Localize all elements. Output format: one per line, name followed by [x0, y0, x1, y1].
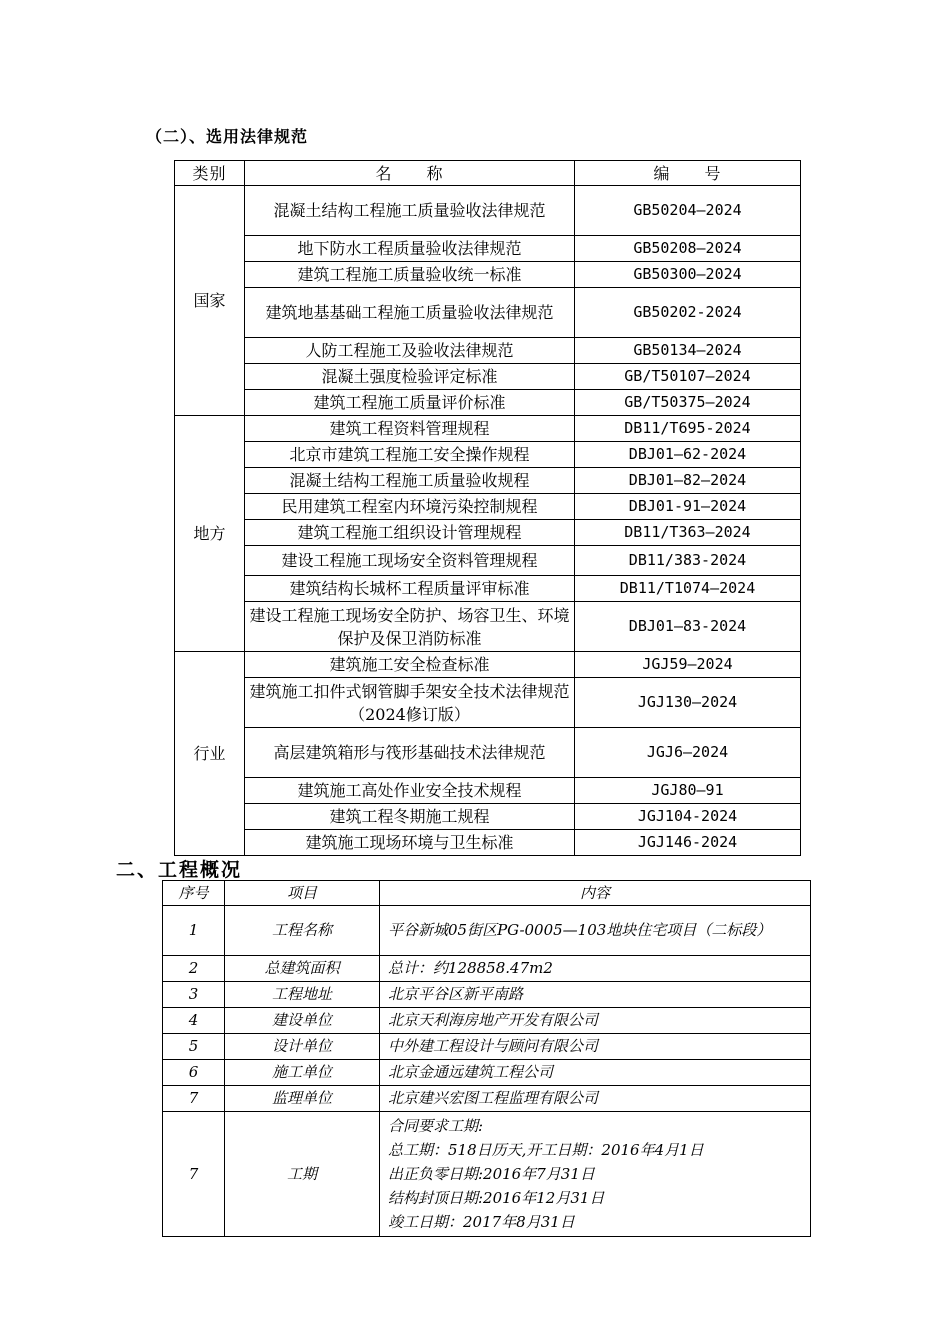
standard-name: 混凝土结构工程施工质量验收规程	[245, 468, 575, 494]
row-no: 1	[163, 906, 225, 956]
table-row	[175, 830, 801, 856]
header-name: 名 称	[245, 161, 575, 186]
standard-code: JGJ130—2024	[575, 678, 801, 728]
standard-code: JGJ104-2024	[575, 804, 801, 830]
table-row	[175, 520, 801, 546]
table-row	[163, 1060, 811, 1086]
period-line: 竣工日期：2017年8月31日	[388, 1213, 575, 1231]
category-cell: 国家	[175, 186, 245, 416]
period-line: 合同要求工期:	[388, 1117, 484, 1135]
table-row	[175, 468, 801, 494]
standard-code: DB11/383-2024	[575, 546, 801, 576]
standard-name: 建筑施工高处作业安全技术规程	[245, 778, 575, 804]
table-row	[175, 576, 801, 602]
table-row	[175, 262, 801, 288]
standard-code: GB50134—2024	[575, 338, 801, 364]
table-row	[175, 678, 801, 728]
table-row	[175, 416, 801, 442]
row-no: 6	[163, 1060, 225, 1086]
header-item: 项目	[225, 881, 380, 906]
row-no: 2	[163, 956, 225, 982]
table-row	[175, 288, 801, 338]
standard-code: DBJ01—82—2024	[575, 468, 801, 494]
row-no: 4	[163, 1008, 225, 1034]
standard-code: GB/T50375—2024	[575, 390, 801, 416]
table-row	[175, 728, 801, 778]
row-no: 7	[163, 1112, 225, 1237]
table-row	[175, 804, 801, 830]
standard-code: GB50300—2024	[575, 262, 801, 288]
row-content: 北京建兴宏图工程监理有限公司	[380, 1086, 811, 1112]
standard-code: DB11/T363—2024	[575, 520, 801, 546]
standard-name: 高层建筑箱形与筏形基础技术法律规范	[245, 728, 575, 778]
table-row	[175, 186, 801, 236]
table-row	[163, 1034, 811, 1060]
standard-name: 建筑施工现场环境与卫生标准	[245, 830, 575, 856]
standard-code: DBJ01-91—2024	[575, 494, 801, 520]
table-row	[175, 390, 801, 416]
row-content: 北京天利海房地产开发有限公司	[380, 1008, 811, 1034]
overview-header-row	[163, 881, 811, 906]
row-item: 工程名称	[225, 906, 380, 956]
row-item: 工程地址	[225, 982, 380, 1008]
row-no: 7	[163, 1086, 225, 1112]
table-row	[175, 236, 801, 262]
table-row	[163, 1112, 811, 1237]
standard-code: JGJ146-2024	[575, 830, 801, 856]
standard-name: 建筑结构长城杯工程质量评审标准	[245, 576, 575, 602]
header-content: 内容	[380, 881, 811, 906]
standard-code: JGJ6—2024	[575, 728, 801, 778]
standard-code: DB11/T695-2024	[575, 416, 801, 442]
header-category: 类别	[175, 161, 245, 186]
standard-code: DB11/T1074—2024	[575, 576, 801, 602]
row-no: 3	[163, 982, 225, 1008]
section-title-standards: （二）、选用法律规范	[146, 127, 309, 146]
period-line: 总工期：518日历天,开工日期：2016年4月1日	[388, 1141, 704, 1159]
standards-header-row	[175, 161, 801, 186]
row-content: 北京平谷区新平南路	[380, 982, 811, 1008]
row-no: 5	[163, 1034, 225, 1060]
standard-name: 建筑地基基础工程施工质量验收法律规范	[245, 288, 575, 338]
standard-name: 建筑工程资料管理规程	[245, 416, 575, 442]
table-row	[175, 546, 801, 576]
header-no: 序号	[163, 881, 225, 906]
row-content: 北京金通远建筑工程公司	[380, 1060, 811, 1086]
table-row	[175, 652, 801, 678]
section-title-overview: 二、工程概况	[116, 859, 243, 881]
row-content: 总计：约128858.47m2	[380, 956, 811, 982]
standard-name: 建筑施工扣件式钢管脚手架安全技术法律规范（2024修订版）	[245, 678, 575, 728]
standard-name: 民用建筑工程室内环境污染控制规程	[245, 494, 575, 520]
project-overview-table	[162, 880, 811, 1237]
table-row	[175, 442, 801, 468]
standard-code: JGJ80—91	[575, 778, 801, 804]
standard-code: DBJ01—62-2024	[575, 442, 801, 468]
table-row	[163, 956, 811, 982]
row-item: 施工单位	[225, 1060, 380, 1086]
standard-name: 建筑工程冬期施工规程	[245, 804, 575, 830]
category-cell: 行业	[175, 652, 245, 856]
period-line: 结构封顶日期:2016年12月31日	[388, 1189, 605, 1207]
standard-name: 人防工程施工及验收法律规范	[245, 338, 575, 364]
row-item: 设计单位	[225, 1034, 380, 1060]
header-code: 编 号	[575, 161, 801, 186]
period-line: 出正负零日期:2016年7月31日	[388, 1165, 595, 1183]
standard-code: GB50204—2024	[575, 186, 801, 236]
category-cell: 地方	[175, 416, 245, 652]
standard-name: 建设工程施工现场安全防护、场容卫生、环境保护及保卫消防标准	[245, 602, 575, 652]
row-item: 总建筑面积	[225, 956, 380, 982]
table-row	[175, 364, 801, 390]
standard-code: GB/T50107—2024	[575, 364, 801, 390]
standard-name: 建筑工程施工质量验收统一标准	[245, 262, 575, 288]
row-content: 平谷新城05街区PG-0005—103地块住宅项目（二标段）	[380, 906, 811, 956]
table-row	[163, 1086, 811, 1112]
standard-code: DBJ01—83-2024	[575, 602, 801, 652]
standard-name: 北京市建筑工程施工安全操作规程	[245, 442, 575, 468]
standard-code: GB50202-2024	[575, 288, 801, 338]
table-row	[163, 982, 811, 1008]
row-item: 工期	[225, 1112, 380, 1237]
standard-code: JGJ59—2024	[575, 652, 801, 678]
standards-table	[174, 160, 801, 856]
period-content	[380, 1112, 811, 1237]
row-item: 监理单位	[225, 1086, 380, 1112]
standard-name: 建设工程施工现场安全资料管理规程	[245, 546, 575, 576]
table-row	[175, 494, 801, 520]
standard-name: 建筑工程施工质量评价标准	[245, 390, 575, 416]
standard-name: 混凝土结构工程施工质量验收法律规范	[245, 186, 575, 236]
standard-name: 建筑工程施工组织设计管理规程	[245, 520, 575, 546]
table-row	[163, 1008, 811, 1034]
table-row	[175, 778, 801, 804]
row-content: 中外建工程设计与顾问有限公司	[380, 1034, 811, 1060]
table-row	[163, 906, 811, 956]
standard-name: 地下防水工程质量验收法律规范	[245, 236, 575, 262]
standard-code: GB50208—2024	[575, 236, 801, 262]
standard-name: 建筑施工安全检查标准	[245, 652, 575, 678]
table-row	[175, 602, 801, 652]
table-row	[175, 338, 801, 364]
standard-name: 混凝土强度检验评定标准	[245, 364, 575, 390]
row-item: 建设单位	[225, 1008, 380, 1034]
